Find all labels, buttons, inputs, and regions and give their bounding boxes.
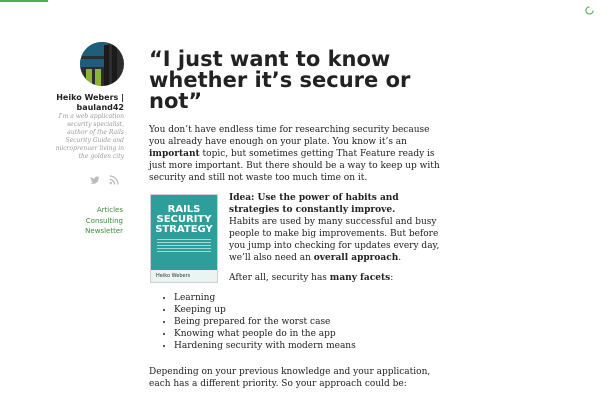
top-progress-bar bbox=[0, 0, 48, 2]
facets-bold: many facets bbox=[329, 273, 391, 283]
idea-text: Habits are used by many successful and busy people to make big improvements. But before you jump into checking for updates every day, we’ll also need an bbox=[229, 217, 440, 263]
social-links bbox=[90, 170, 119, 180]
intro-bold: important bbox=[149, 149, 200, 159]
book-subtitle-lines bbox=[157, 239, 211, 253]
nav-link-consulting[interactable]: Consulting bbox=[85, 216, 123, 225]
author-name: Heiko Webers | bauland42 bbox=[56, 93, 124, 112]
book-title: RAILS SECURITY STRATEGY bbox=[155, 204, 213, 235]
facets-list bbox=[160, 292, 356, 352]
list-item: • Hardening security with modern means bbox=[174, 340, 356, 352]
book-author: Heiko Webers bbox=[151, 270, 217, 282]
nav-link-newsletter[interactable]: Newsletter bbox=[85, 227, 123, 235]
idea-bold: overall approach bbox=[313, 253, 399, 263]
nav-link-articles[interactable]: Articles bbox=[96, 206, 123, 214]
intro-text-1: You don’t have endless time for researching security because you already have enough on your plate. You know it’s an bbox=[149, 125, 430, 147]
site-logo-icon[interactable] bbox=[80, 42, 124, 86]
list-item: • Keeping up bbox=[174, 304, 356, 316]
intro-paragraph bbox=[149, 124, 444, 184]
twitter-icon[interactable] bbox=[90, 170, 100, 180]
list-item: • Knowing what people do in the app bbox=[174, 328, 356, 340]
facets-intro bbox=[229, 272, 451, 284]
closing-paragraph: Depending on your previous knowledge and your application, each has a different priority. So your approach could be: bbox=[149, 367, 431, 389]
sidebar-nav bbox=[43, 205, 123, 237]
book-cover[interactable] bbox=[150, 194, 218, 283]
author-bio: I'm a web application security specialist, author of the Rails Security Guide and microprenuer living in the golden city bbox=[55, 113, 124, 160]
loading-spinner-icon bbox=[585, 6, 594, 15]
intro-text-2: topic, but sometimes getting That Feature ready is just more important. But there should be a way to keep up with security and still not waste too much time on it. bbox=[149, 149, 440, 183]
facets-end: : bbox=[390, 273, 394, 283]
list-item: • Learning bbox=[174, 292, 356, 304]
idea-paragraph bbox=[229, 192, 451, 264]
facets-text: After all, security has bbox=[229, 273, 330, 283]
list-item: • Being prepared for the worst case bbox=[174, 316, 356, 328]
rss-icon[interactable] bbox=[109, 170, 119, 180]
idea-heading: Idea: Use the power of habits and strategies to constantly improve. bbox=[229, 193, 399, 215]
article-title: “I just want to know whether it’s secure or not” bbox=[149, 47, 411, 113]
idea-end: . bbox=[398, 253, 402, 263]
